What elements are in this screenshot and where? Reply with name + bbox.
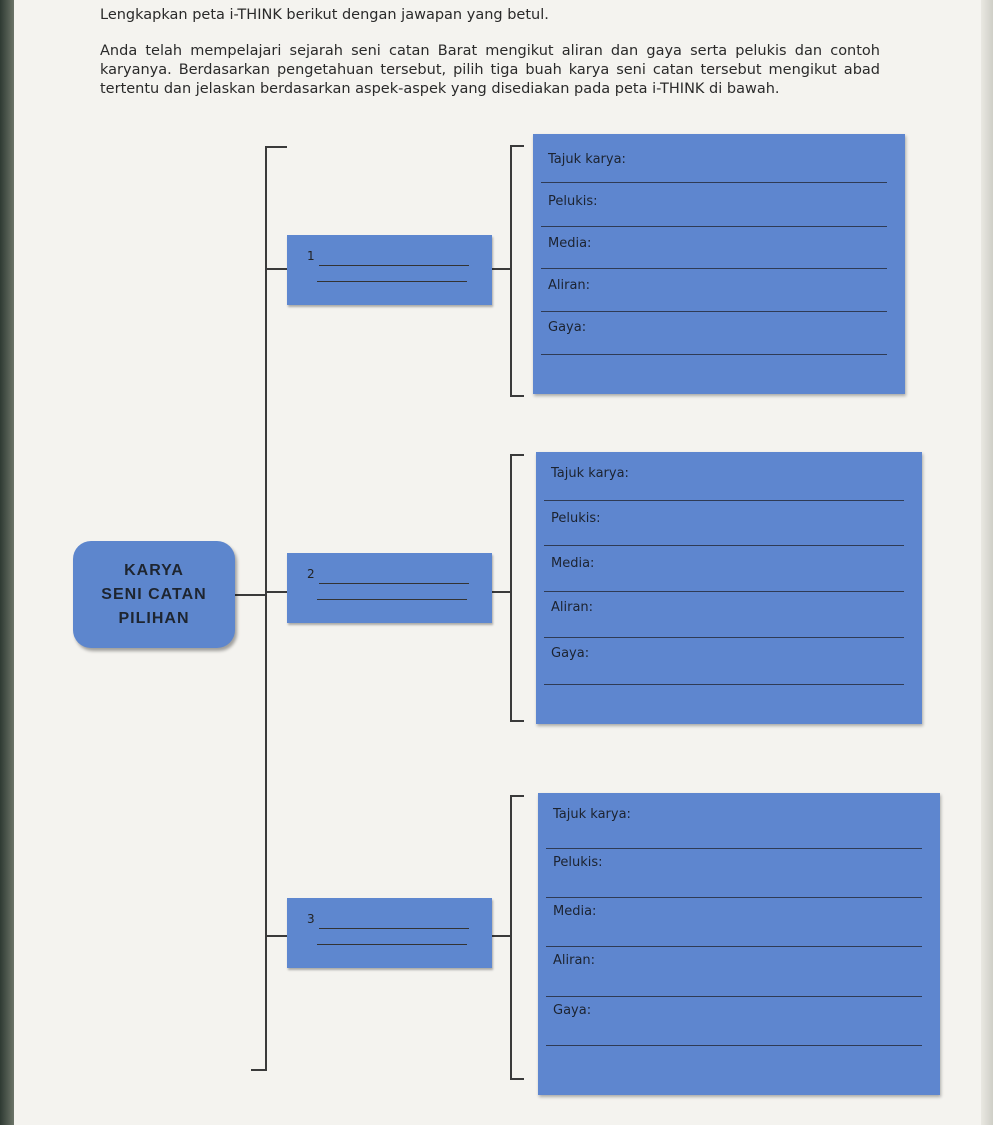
detail-3-bracket <box>510 795 512 1080</box>
field-label-media: Media: <box>553 904 597 919</box>
answer-line[interactable] <box>544 684 904 685</box>
instruction-paragraph: Anda telah mempelajari sejarah seni catan Barat mengikut aliran dan gaya serta pelukis dan contoh karyanya. Berdasarkan pengetahuan tersebut, pilih tiga buah karya seni catan tersebut mengikut abad tertentu dan jelaskan berdasarkan aspek-aspek yang disediakan pada peta i-THINK di bawah. <box>100 43 880 97</box>
answer-line[interactable] <box>541 182 887 183</box>
answer-line[interactable] <box>541 354 887 355</box>
answer-line[interactable] <box>546 848 922 849</box>
field-label-pelukis: Pelukis: <box>553 855 603 870</box>
root-node <box>73 541 235 648</box>
field-label-gaya: Gaya: <box>553 1003 592 1018</box>
instructions <box>100 6 880 99</box>
choice-number: 2 <box>307 567 315 581</box>
answer-line[interactable] <box>546 996 922 997</box>
main-bracket-top <box>265 146 287 148</box>
choice-2-connector <box>266 591 287 593</box>
field-label-tajuk-karya: Tajuk karya: <box>551 466 629 481</box>
detail-box-3 <box>538 793 940 1095</box>
choice-number: 1 <box>307 249 315 263</box>
detail-box-2 <box>536 452 922 724</box>
answer-line[interactable] <box>541 311 887 312</box>
answer-line[interactable] <box>546 1045 922 1046</box>
field-label-aliran: Aliran: <box>551 600 594 615</box>
detail-2-bracket <box>510 454 512 722</box>
detail-1-bracket <box>510 145 512 397</box>
answer-line[interactable] <box>544 591 904 592</box>
root-label: KARYA SENI CATAN PILIHAN <box>101 561 207 627</box>
page-edge-right <box>981 0 993 1125</box>
field-label-tajuk-karya: Tajuk karya: <box>548 152 626 167</box>
field-label-gaya: Gaya: <box>551 646 590 661</box>
detail-1-connector <box>492 268 512 270</box>
answer-line[interactable] <box>544 637 904 638</box>
field-label-media: Media: <box>551 556 595 571</box>
field-label-aliran: Aliran: <box>553 953 596 968</box>
answer-line[interactable] <box>319 583 469 584</box>
answer-line[interactable] <box>541 226 887 227</box>
detail-2-bracket-bottom <box>510 720 524 722</box>
field-label-pelukis: Pelukis: <box>548 194 598 209</box>
answer-line[interactable] <box>544 545 904 546</box>
detail-3-connector <box>492 935 512 937</box>
answer-line[interactable] <box>317 599 467 600</box>
root-connector <box>235 594 266 596</box>
detail-3-bracket-bottom <box>510 1078 524 1080</box>
field-label-pelukis: Pelukis: <box>551 511 601 526</box>
choice-1-connector <box>266 268 287 270</box>
field-label-media: Media: <box>548 236 592 251</box>
answer-line[interactable] <box>546 897 922 898</box>
main-bracket-vertical <box>265 146 267 1071</box>
page-edge-left <box>0 0 14 1125</box>
detail-1-bracket-top <box>510 145 524 147</box>
detail-1-bracket-bottom <box>510 395 524 397</box>
detail-box-1 <box>533 134 905 394</box>
answer-line[interactable] <box>546 946 922 947</box>
detail-2-connector <box>492 591 512 593</box>
field-label-aliran: Aliran: <box>548 278 591 293</box>
answer-line[interactable] <box>544 500 904 501</box>
detail-2-bracket-top <box>510 454 524 456</box>
answer-line[interactable] <box>319 265 469 266</box>
answer-line[interactable] <box>541 268 887 269</box>
main-bracket-bottom <box>251 1069 267 1071</box>
choice-number: 3 <box>307 912 315 926</box>
choice-box-3[interactable] <box>287 898 492 968</box>
field-label-gaya: Gaya: <box>548 320 587 335</box>
detail-3-bracket-top <box>510 795 524 797</box>
choice-box-2[interactable] <box>287 553 492 623</box>
choice-3-connector <box>266 935 287 937</box>
choice-box-1[interactable] <box>287 235 492 305</box>
answer-line[interactable] <box>317 944 467 945</box>
instruction-line: Lengkapkan peta i-THINK berikut dengan jawapan yang betul. <box>100 7 549 23</box>
answer-line[interactable] <box>319 928 469 929</box>
answer-line[interactable] <box>317 281 467 282</box>
field-label-tajuk-karya: Tajuk karya: <box>553 807 631 822</box>
